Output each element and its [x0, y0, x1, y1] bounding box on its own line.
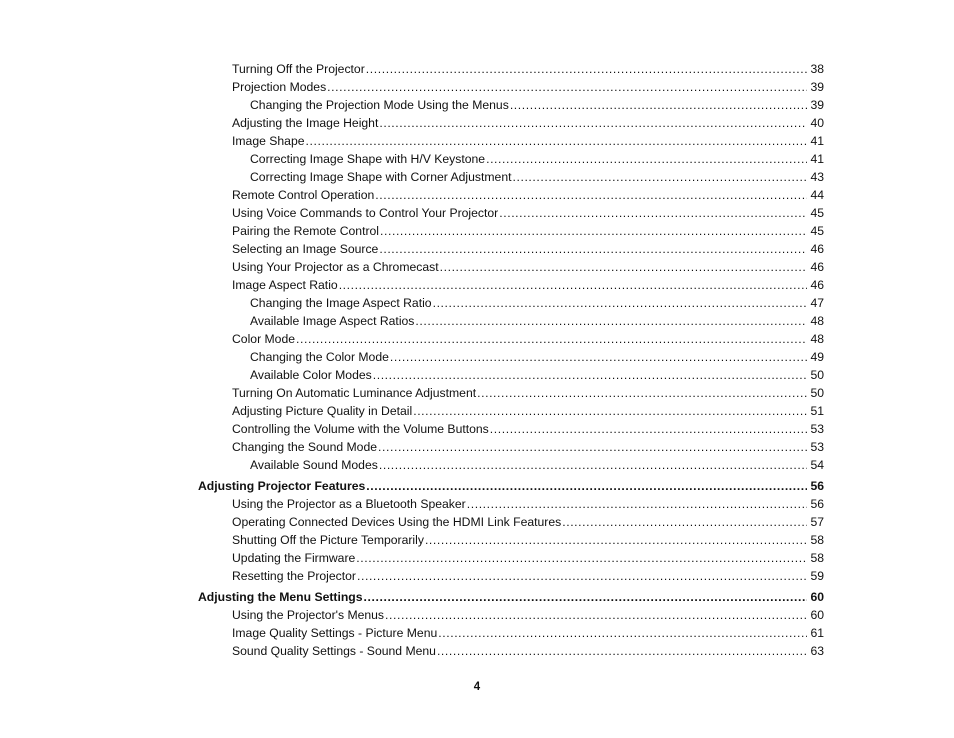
toc-entry-title: Changing the Sound Mode — [232, 440, 378, 454]
toc-entry[interactable] — [0, 186, 954, 204]
dot-leader — [296, 330, 807, 348]
toc-entry[interactable] — [0, 240, 954, 258]
toc-entry[interactable] — [0, 258, 954, 276]
toc-section-heading[interactable] — [0, 588, 954, 606]
toc-entry[interactable] — [0, 276, 954, 294]
toc-entry-page: 60 — [810, 590, 824, 604]
toc-entry[interactable] — [0, 513, 954, 531]
toc-entry-page: 38 — [810, 62, 824, 76]
toc-entry[interactable] — [0, 420, 954, 438]
toc-entry-title: Adjusting Picture Quality in Detail — [232, 404, 413, 418]
toc-entry[interactable] — [0, 204, 954, 222]
toc-entry-title: Controlling the Volume with the Volume Buttons — [232, 422, 489, 436]
toc-entry-page: 39 — [810, 80, 824, 94]
dot-leader — [379, 456, 807, 474]
toc-entry-title: Correcting Image Shape with Corner Adjustment — [250, 170, 512, 184]
toc-entry[interactable] — [0, 222, 954, 240]
toc-entry-page: 53 — [810, 440, 824, 454]
toc-entry-page: 46 — [810, 278, 824, 292]
toc-entry-page: 59 — [810, 569, 824, 583]
dot-leader — [327, 78, 807, 96]
toc-entry-title: Resetting the Projector — [232, 569, 356, 583]
toc-entry-title: Available Color Modes — [250, 368, 372, 382]
dot-leader — [366, 477, 807, 495]
toc-entry-page: 45 — [810, 206, 824, 220]
toc-entry-page: 40 — [810, 116, 824, 130]
toc-entry-page: 61 — [810, 626, 824, 640]
toc-entry-title: Sound Quality Settings - Sound Menu — [232, 644, 436, 658]
toc-entry-title: Shutting Off the Picture Temporarily — [232, 533, 424, 547]
toc-entry[interactable] — [0, 438, 954, 456]
dot-leader — [390, 348, 807, 366]
dot-leader — [486, 150, 807, 168]
toc-entry[interactable] — [0, 567, 954, 585]
dot-leader — [512, 168, 807, 186]
toc-entry-page: 57 — [810, 515, 824, 529]
toc-entry[interactable] — [0, 330, 954, 348]
dot-leader — [379, 240, 807, 258]
toc-entry[interactable] — [0, 78, 954, 96]
toc-entry-title: Image Aspect Ratio — [232, 278, 338, 292]
toc-entry[interactable] — [0, 312, 954, 330]
toc-entry-title: Image Quality Settings - Picture Menu — [232, 626, 438, 640]
dot-leader — [413, 402, 807, 420]
page-number: 4 — [473, 681, 481, 693]
toc-entry[interactable] — [0, 624, 954, 642]
toc-entry[interactable] — [0, 60, 954, 78]
toc-entry-title: Updating the Firmware — [232, 551, 356, 565]
dot-leader — [438, 624, 807, 642]
dot-leader — [415, 312, 807, 330]
dot-leader — [499, 204, 807, 222]
dot-leader — [364, 588, 807, 606]
toc-entry-title: Using Voice Commands to Control Your Projector — [232, 206, 499, 220]
toc-entry-title: Adjusting the Menu Settings — [198, 590, 363, 604]
toc-entry-title: Projection Modes — [232, 80, 327, 94]
dot-leader — [477, 384, 807, 402]
toc-entry-title: Turning On Automatic Luminance Adjustment — [232, 386, 477, 400]
dot-leader — [378, 438, 807, 456]
toc-entry-title: Color Mode — [232, 332, 295, 346]
dot-leader — [373, 366, 807, 384]
toc-entry-page: 56 — [810, 479, 824, 493]
toc-entry[interactable] — [0, 132, 954, 150]
dot-leader — [339, 276, 807, 294]
toc-entry-page: 48 — [810, 332, 824, 346]
toc-entry-title: Turning Off the Projector — [232, 62, 365, 76]
toc-entry[interactable] — [0, 348, 954, 366]
toc-entry-page: 39 — [810, 98, 824, 112]
toc-entry-page: 43 — [810, 170, 824, 184]
toc-entry[interactable] — [0, 366, 954, 384]
dot-leader — [510, 96, 807, 114]
dot-leader — [306, 132, 807, 150]
toc-entry-page: 46 — [810, 260, 824, 274]
toc-entry-title: Adjusting Projector Features — [198, 479, 366, 493]
dot-leader — [440, 258, 807, 276]
toc-entry[interactable] — [0, 384, 954, 402]
toc-entry-title: Adjusting the Image Height — [232, 116, 379, 130]
dot-leader — [385, 606, 807, 624]
toc-entry-page: 53 — [810, 422, 824, 436]
toc-entry-page: 54 — [810, 458, 824, 472]
dot-leader — [467, 495, 807, 513]
toc-entry[interactable] — [0, 456, 954, 474]
toc-entry-page: 56 — [810, 497, 824, 511]
toc-entry-page: 44 — [810, 188, 824, 202]
table-of-contents — [0, 60, 954, 660]
toc-entry-title: Changing the Image Aspect Ratio — [250, 296, 432, 310]
toc-entry[interactable] — [0, 114, 954, 132]
toc-entry[interactable] — [0, 549, 954, 567]
toc-entry-page: 48 — [810, 314, 824, 328]
toc-entry-title: Correcting Image Shape with H/V Keystone — [250, 152, 486, 166]
toc-entry[interactable] — [0, 294, 954, 312]
toc-entry-page: 47 — [810, 296, 824, 310]
dot-leader — [375, 186, 807, 204]
toc-entry-title: Pairing the Remote Control — [232, 224, 379, 238]
dot-leader — [357, 567, 807, 585]
toc-entry[interactable] — [0, 495, 954, 513]
dot-leader — [425, 531, 807, 549]
toc-section-heading[interactable] — [0, 477, 954, 495]
toc-entry[interactable] — [0, 96, 954, 114]
toc-entry-title: Selecting an Image Source — [232, 242, 379, 256]
toc-entry-page: 60 — [810, 608, 824, 622]
toc-entry-page: 58 — [810, 551, 824, 565]
toc-entry-title: Image Shape — [232, 134, 305, 148]
dot-leader — [437, 642, 807, 660]
dot-leader — [379, 114, 807, 132]
toc-entry-page: 41 — [810, 152, 824, 166]
toc-entry-title: Changing the Projection Mode Using the Menus — [250, 98, 509, 112]
toc-entry-page: 46 — [810, 242, 824, 256]
toc-entry[interactable] — [0, 150, 954, 168]
toc-entry-page: 45 — [810, 224, 824, 238]
dot-leader — [490, 420, 807, 438]
toc-entry-page: 41 — [810, 134, 824, 148]
toc-entry-title: Available Sound Modes — [250, 458, 378, 472]
toc-entry[interactable] — [0, 168, 954, 186]
toc-entry[interactable] — [0, 642, 954, 660]
toc-entry-page: 58 — [810, 533, 824, 547]
toc-entry-title: Using Your Projector as a Chromecast — [232, 260, 439, 274]
toc-entry-title: Using the Projector's Menus — [232, 608, 385, 622]
toc-entry-title: Remote Control Operation — [232, 188, 375, 202]
toc-entry[interactable] — [0, 531, 954, 549]
dot-leader — [433, 294, 807, 312]
toc-entry[interactable] — [0, 606, 954, 624]
toc-entry-title: Using the Projector as a Bluetooth Speaker — [232, 497, 466, 511]
dot-leader — [380, 222, 807, 240]
toc-entry-title: Operating Connected Devices Using the HDMI Link Features — [232, 515, 562, 529]
toc-entry-page: 49 — [810, 350, 824, 364]
toc-entry[interactable] — [0, 402, 954, 420]
toc-entry-page: 63 — [810, 644, 824, 658]
toc-entry-title: Changing the Color Mode — [250, 350, 389, 364]
toc-entry-page: 50 — [810, 368, 824, 382]
toc-entry-page: 51 — [810, 404, 824, 418]
dot-leader — [562, 513, 807, 531]
dot-leader — [366, 60, 807, 78]
dot-leader — [356, 549, 807, 567]
toc-entry-title: Available Image Aspect Ratios — [250, 314, 415, 328]
toc-entry-page: 50 — [810, 386, 824, 400]
